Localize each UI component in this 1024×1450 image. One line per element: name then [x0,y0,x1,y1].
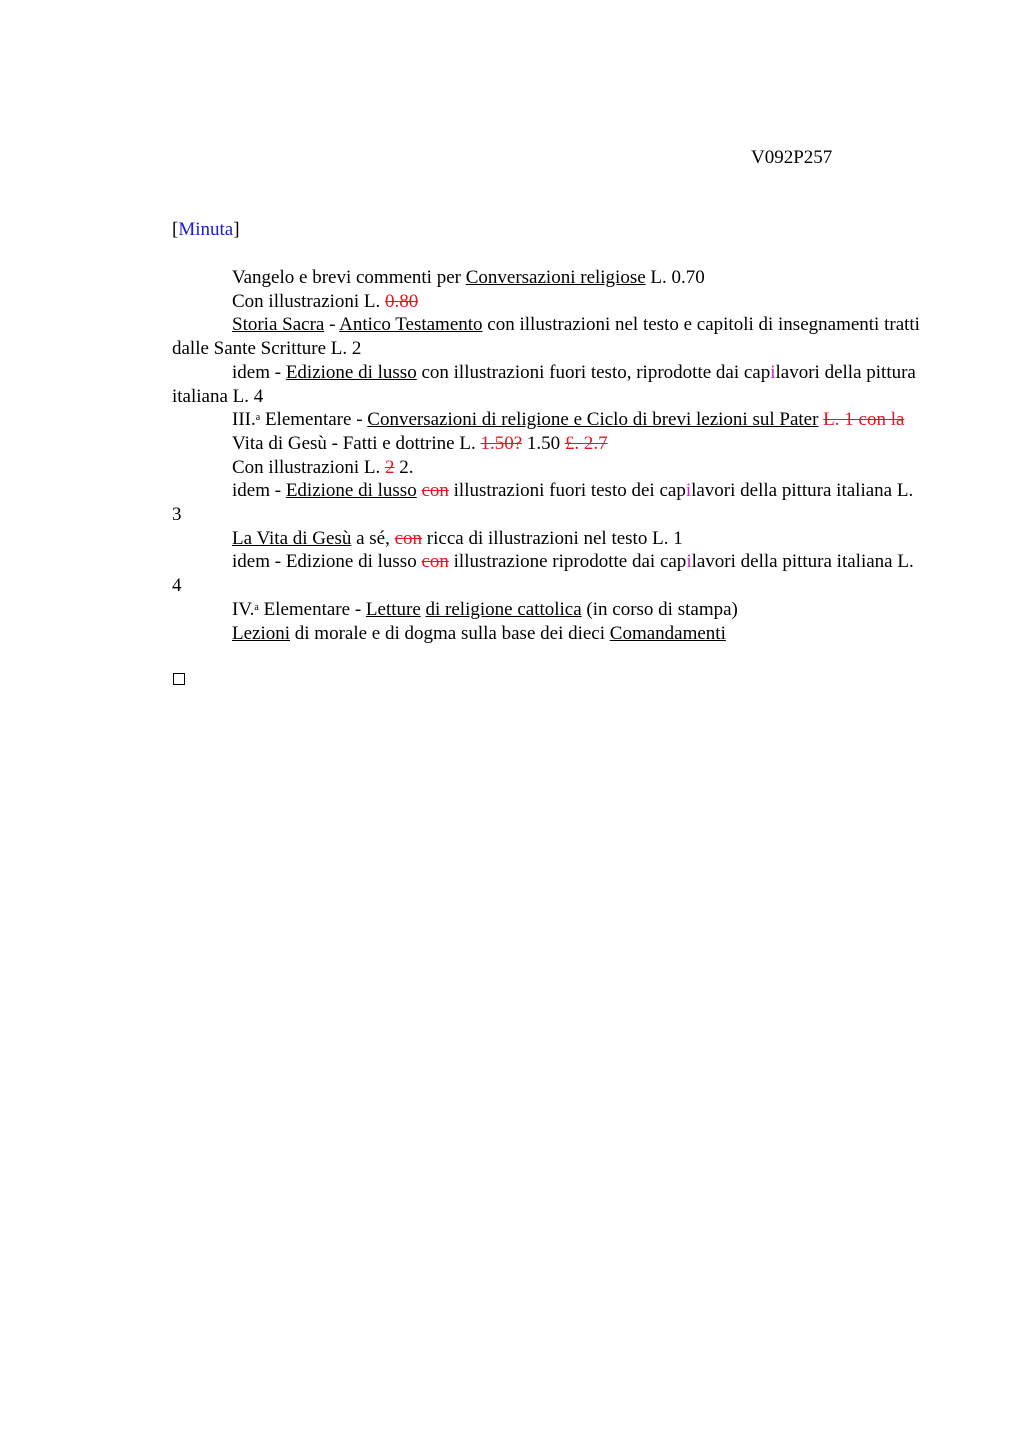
line-8 [172,479,922,526]
text: illustrazione riprodotte dai cap [448,551,687,573]
deleted-text: 2 [385,456,395,478]
underlined-title: Lezioni [232,622,291,644]
line-7 [172,456,922,480]
text: lavori della pittura italiana L. 3 [172,480,914,526]
line-9 [172,527,922,551]
line-5 [172,408,922,432]
line-1 [172,266,922,290]
deleted-text: con [421,551,449,573]
deleted-text: 1.50? [480,432,523,454]
line-11 [172,598,922,622]
text: illustrazioni fuori testo dei cap [448,480,686,502]
document-body [172,266,922,645]
text: 2. [394,456,414,478]
line-2 [172,290,922,314]
underlined-title: Antico Testamento [339,314,483,336]
text: di morale e di dogma sulla base dei dieci [290,622,610,644]
text: con illustrazioni fuori testo, riprodotte dai cap [416,361,771,383]
line-3 [172,313,922,360]
line-6 [172,432,922,456]
text: (in corso di stampa) [581,598,738,620]
underlined-title: Edizione di lusso [285,480,417,502]
inserted-letter: i [770,361,776,383]
line-10 [172,550,922,597]
text: Con illustrazioni L. [232,456,386,478]
text: a sé, [351,527,395,549]
underlined-title: Letture [365,598,421,620]
line-12 [172,622,922,646]
deleted-text: 0.80 [385,290,419,312]
text: IV. [232,598,255,620]
text: Con illustrazioni L. [232,290,386,312]
bracket-open: [ [172,219,179,240]
text: ricca di illustrazioni nel testo L. 1 [422,527,683,549]
square-mark-icon [173,673,185,685]
underlined-title: La Vita di Gesù [232,527,352,549]
underlined-title: di religione cattolica [425,598,582,620]
text: 1.50 [522,432,565,454]
minuta-label [172,219,240,241]
text: Elementare - [258,598,366,620]
text: Elementare - [260,409,368,431]
underlined-title: Conversazioni religiose [465,267,646,288]
text: idem - [232,361,286,383]
text: idem - Edizione di lusso [232,551,422,573]
inserted-letter: i [686,551,692,573]
bracket-close: ] [233,219,240,240]
superscript: a [254,601,259,613]
text: - [324,314,340,336]
superscript: a [255,412,261,424]
deleted-text: con [421,480,449,502]
inserted-letter: i [685,480,692,502]
text: III. [232,409,256,431]
text: idem - [232,480,286,502]
text: L. 0.70 [645,267,705,288]
text: lavori della pittura italiana L. 4 [172,361,916,407]
deleted-text: £. 2.7 [564,432,608,454]
underlined-title: Storia Sacra [232,314,325,336]
minuta-text: Minuta [178,219,234,240]
page-id: V092P257 [751,147,833,168]
text: Vita di Gesù - Fatti e dottrine L. [232,432,481,454]
deleted-text: con [394,527,423,549]
underlined-title: Edizione di lusso [285,361,417,383]
text: lavori della pittura italiana L. 4 [172,551,914,597]
underlined-title: Conversazioni di religione e Ciclo di brevi lezioni sul Pater [367,409,819,431]
underlined-title: Comandamenti [609,622,726,644]
text: Vangelo e brevi commenti per [232,267,466,288]
deleted-text: L. 1 con la [823,409,905,431]
line-4 [172,361,922,408]
text: con illustrazioni nel testo e capitoli di insegnamenti tratti dalle Sante Scritture L. 2 [172,314,920,360]
